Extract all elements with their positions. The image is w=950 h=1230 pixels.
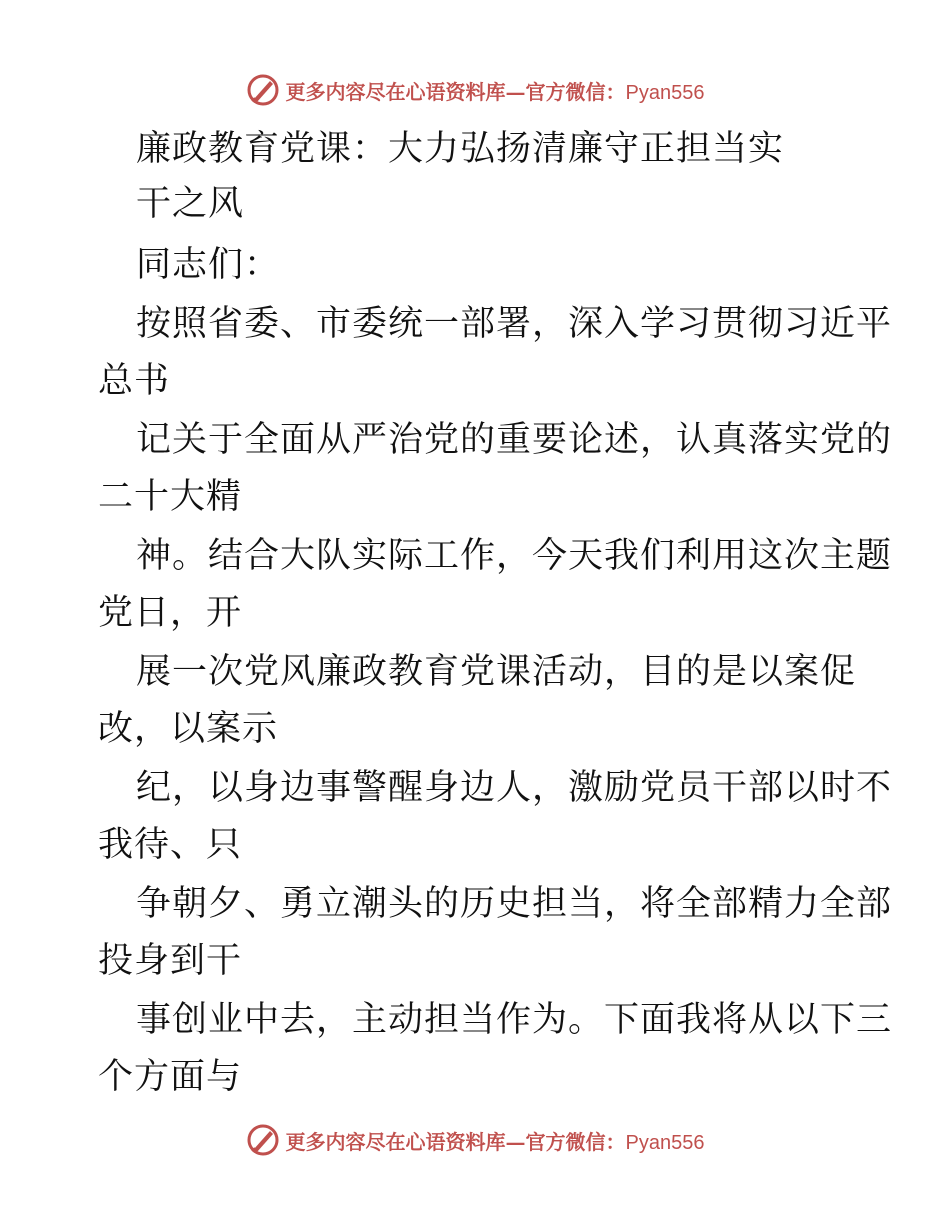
paragraph-line: 我待、只 [98,825,243,865]
watermark-suffix-label: 官方微信： [525,79,626,104]
watermark-suffix-label: 官方微信： [525,1129,626,1154]
watermark-wechat-id: Pyan556 [625,1131,705,1154]
paragraph-line: 纪，以身边事警醒身边人，激励党员干部以时不 [136,768,893,808]
quill-pen-logo-icon [246,73,280,107]
document-title-line-2: 干之风 [136,184,245,224]
paragraph-line: 党日，开 [98,593,243,633]
paragraph-line: 争朝夕、勇立潮头的历史担当，将全部精力全部 [136,884,893,924]
document-title-line-1: 廉政教育党课：大力弘扬清廉守正担当实 [136,129,785,169]
paragraph-line: 事创业中去，主动担当作为。下面我将从以下三 [136,1000,893,1040]
watermark-dash: — [505,1129,526,1154]
watermark-wechat-id: Pyan556 [625,81,705,104]
watermark-site-name: 更多内容尽在心语资料库 [285,79,506,104]
paragraph-line: 改，以案示 [98,709,279,749]
paragraph-line: 神。结合大队实际工作，今天我们利用这次主题 [136,536,893,576]
salutation: 同志们： [136,245,281,285]
paragraph-line: 展一次党风廉政教育党课活动，目的是以案促 [136,652,857,692]
paragraph-line: 个方面与 [98,1057,243,1097]
paragraph-line: 投身到干 [98,941,243,981]
paragraph-line: 总书 [98,361,171,401]
paragraph-line: 二十大精 [98,477,243,517]
watermark-banner-bottom [0,1120,950,1160]
watermark-text [286,76,705,105]
watermark-text [286,1126,705,1155]
quill-pen-logo-icon [246,1123,280,1157]
paragraph-line: 记关于全面从严治党的重要论述，认真落实党的 [136,420,893,460]
watermark-banner-top [0,70,950,110]
watermark-site-name: 更多内容尽在心语资料库 [285,1129,506,1154]
paragraph-line: 按照省委、市委统一部署，深入学习贯彻习近平 [136,304,893,344]
watermark-dash: — [505,79,526,104]
